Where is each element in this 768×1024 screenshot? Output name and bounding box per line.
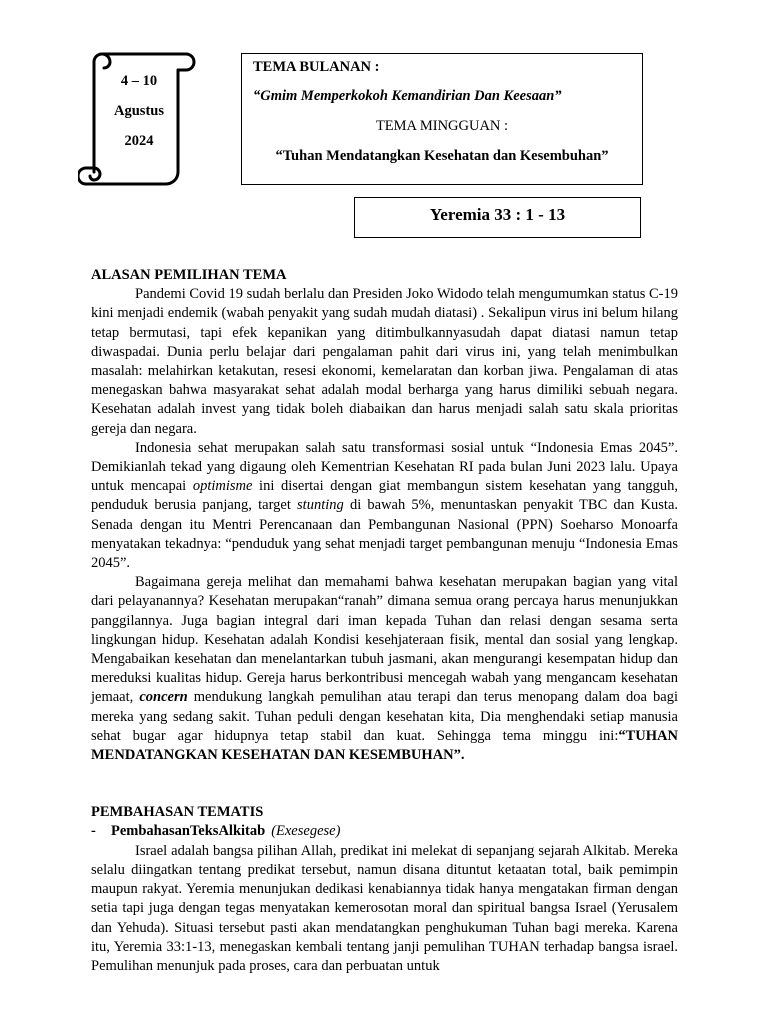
weekly-theme: “Tuhan Mendatangkan Kesehatan dan Kesembuhan”	[275, 148, 609, 164]
reason-paragraph-3: Bagaimana gereja melihat dan memahami bahwa kesehatan merupakan bagian yang vital dari pelayanannya? Kesehatan merupakan“ranah” dimana semua orang percaya harus menunjukkan panggilannya. Juga bagian integral dari iman kepada Tuhan dan relasi dengan sesama serta lingkungan hidup. Kesehatan adalah Kondisi kesehjateraan fisik, mental dan sosial yang lengkap. Mengabaikan kesehatan dan menelantarkan tubuh jasmani, akan mengurangi kesempatan hidup dan mereduksi kualitas hidup. Gereja harus berkontribusi mencegah wabah yang mengancam kesehatan jemaat, concern mendukung langkah pemulihan atau terapi dan terus menopang dalam doa bagi mereka yang sedang sakit. Tuhan peduli dengan kesehatan kita, Dia menghendaki setiap manusia sehat bugar agar hidupnya tetap stabil dan kuat. Sehingga tema minggu ini:“TUHAN MENDATANGKAN KESEHATAN DAN KESEMBUHAN”.	[91, 574, 678, 764]
subsection-subtitle: (Exesegese)	[271, 823, 341, 840]
subsection-heading	[91, 822, 678, 841]
theme-box	[241, 53, 643, 185]
scripture-reference: Yeremia 33 : 1 - 13	[354, 197, 641, 238]
date-year: 2024	[124, 133, 154, 149]
section-heading-reason: ALASAN PEMILIHAN TEMA	[91, 267, 287, 283]
bullet-dash: -	[91, 823, 96, 840]
section-heading-thematic: PEMBAHASAN TEMATIS	[91, 804, 264, 821]
exegesis-paragraph-1: Israel adalah bangsa pilihan Allah, predikat ini melekat di sepanjang sejarah Alkitab. Mereka selalu diingatkan tentang predikat tersebut, namun disana dituntut ketaatan total, baik pemimpin maupun rakyat. Yeremia menunjukan dedikasi kenabiannya tidak hanya mengatakan firman dengan setia tapi juga dengan tegas menyatakan kemerosotan moral dan spiritual bangsa Israel (Yerusalem dan Yehuda). Situasi tersebut pasti akan mendatangkan penghukuman Tuhan bagi mereka. Karena itu, Yeremia 33:1-13, menegaskan kembali tentang janji pemulihan TUHAN terhadap bangsa israel. Pemulihan menunjuk pada proses, cara dan perbuatan untuk	[91, 842, 678, 974]
subsection-title: PembahasanTeksAlkitab	[111, 823, 266, 840]
weekly-theme-label: TEMA MINGGUAN :	[375, 118, 509, 134]
date-range: 4 – 10	[120, 73, 158, 89]
document-body	[91, 266, 678, 976]
monthly-theme: “Gmim Memperkokoh Kemandirian Dan Keesaan”	[253, 88, 562, 104]
reason-paragraph-1: Pandemi Covid 19 sudah berlalu dan Presiden Joko Widodo telah mengumumkan status C-19 kini menjadi endemik (wabah penyakit yang sudah mudah diatasi) . Sekalipun virus ini belum hilang tetap bermutasi, tapi efek kepanikan yang ditimbulkannyasudah dapat diatasi namun tetap diwaspadai. Dunia perlu belajar dari pengalaman pahit dari virus ini, yang telah menimbulkan masalah: melahirkan ketakutan, resesi ekonomi, kemelaratan dan korban jiwa. Pengalaman di atas menegaskan bahwa masyarakat sehat adalah modal berharga yang harus dimiliki sebuah negara. Kesehatan adalah invest yang tidak boleh diabaikan dan harus menjadi salah satu skala prioritas gereja dan negara.	[91, 286, 678, 437]
monthly-theme-label: TEMA BULANAN :	[253, 59, 380, 75]
reason-paragraph-2: Indonesia sehat merupakan salah satu transformasi sosial untuk “Indonesia Emas 2045”. Demikianlah tekad yang digaung oleh Kementrian Kesehatan RI pada bulan Juni 2023 lalu. Upaya untuk mencapai optimisme ini disertai dengan giat membangun sistem kesehatan yang tangguh, penduduk berusia panjang, target stunting di bawah 5%, menuntaskan penyakit TBC dan Kusta. Senada dengan itu Mentri Perencanaan dan Pembangunan Nasional (PPN) Soeharso Monoarfa menyatakan tekadnya: “penduduk yang sehat menjadi target pembangunan menuju “Indonesia Emas 2045”.	[91, 439, 679, 572]
date-scroll	[78, 48, 200, 190]
date-month: Agustus	[114, 103, 164, 119]
